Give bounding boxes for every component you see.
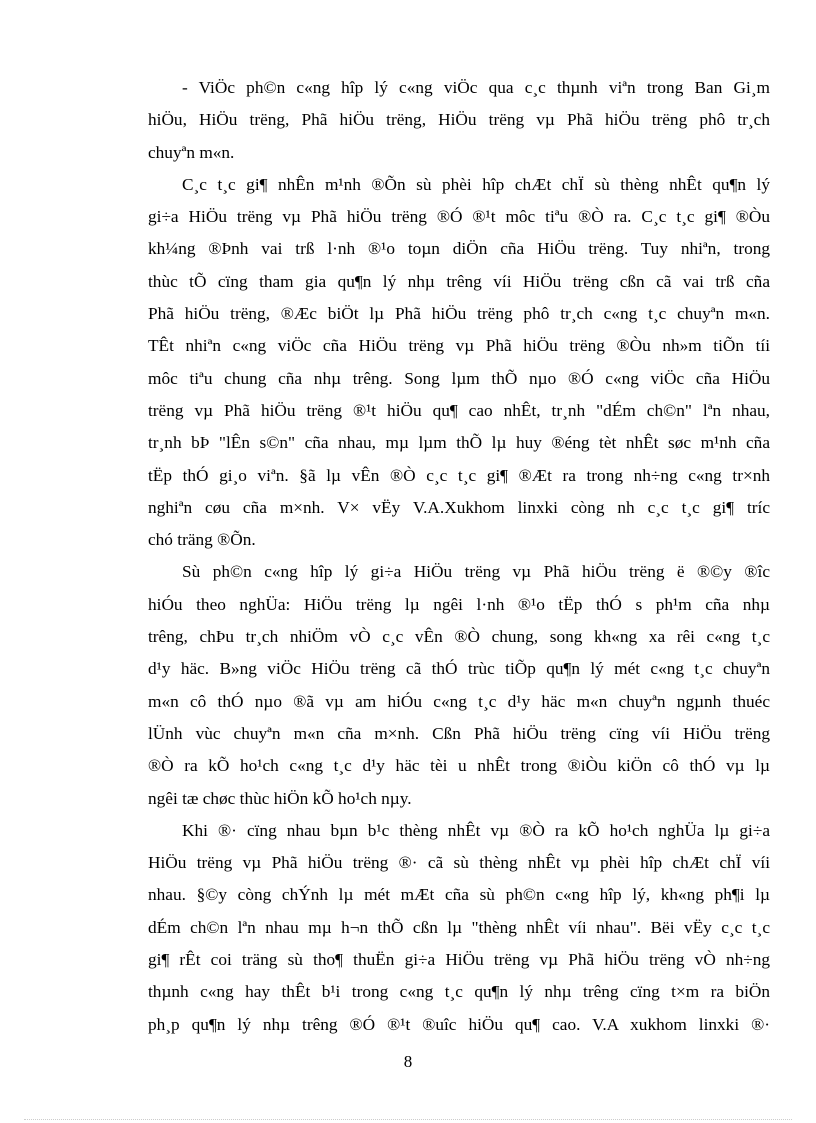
text-line: chuyªn m«n.	[148, 142, 235, 162]
text-line: gi¶ rÊt coi träng sù tho¶ thuËn gi÷a HiÖu trëng vµ Phã hiÖu trëng vÒ nh÷ng	[148, 950, 770, 970]
text-line: - ViÖc ph©n c«ng hîp lý c«ng viÖc qua c¸c thµnh viªn trong Ban Gi¸m	[182, 78, 770, 97]
text-line: nghiªn cøu cña m×nh. V× vËy V.A.Xukhom linxki còng nh c¸c t¸c gi¶ tríc	[148, 497, 770, 517]
text-line: lÜnh vùc chuyªn m«n cña m×nh. Cßn Phã hiÖu trëng cïng víi HiÖu trëng	[148, 723, 770, 743]
text-line: TÊt nhiªn c«ng viÖc cña HiÖu trëng vµ Phã hiÖu trëng ®Òu nh»m tiÕn tíi	[148, 336, 770, 356]
text-line: Khi ®· cïng nhau bµn b¹c thèng nhÊt vµ ®Ò ra kÕ ho¹ch nghÜa lµ gi÷a	[182, 820, 770, 840]
text-line: dÉm ch©n lªn nhau mµ h¬n thÕ cßn lµ "thèng nhÊt víi nhau". Bëi vËy c¸c t¸c	[148, 917, 770, 937]
text-line: nhau. §©y còng chÝnh lµ mét mÆt cña sù ph©n c«ng hîp lý, kh«ng ph¶i lµ	[148, 885, 770, 905]
text-line: trêng, chÞu tr¸ch nhiÖm vÒ c¸c vÊn ®Ò chung, song kh«ng xa rêi c«ng t¸c	[148, 627, 770, 647]
text-line: ngêi tæ chøc thùc hiÖn kÕ ho¹ch nµy.	[148, 788, 412, 808]
text-line: tËp thÓ gi¸o viªn. §ã lµ vÊn ®Ò c¸c t¸c gi¶ ®Æt ra trong nh÷ng c«ng tr×nh	[148, 465, 770, 485]
text-line: ®Ò ra kÕ ho¹ch c«ng t¸c d¹y häc tèi u nhÊt trong ®iÒu kiÖn cô thÓ vµ lµ	[148, 756, 770, 776]
document-body	[148, 74, 770, 1043]
text-line: gi÷a HiÖu trëng vµ Phã hiÖu trëng ®Ó ®¹t môc tiªu ®Ò ra. C¸c t¸c gi¶ ®Òu	[148, 207, 770, 227]
text-line: hiÓu theo nghÜa: HiÖu trëng lµ ngêi l·nh ®¹o tËp thÓ s ph¹m cña nhµ	[148, 594, 770, 614]
text-line: trëng vµ Phã hiÖu trëng ®¹t hiÖu qu¶ cao nhÊt, tr¸nh "dÉm ch©n" lªn nhau,	[148, 400, 770, 420]
text-line: d¹y häc. B»ng viÖc HiÖu trëng cã thÓ trùc tiÕp qu¶n lý mét c«ng t¸c chuyªn	[148, 659, 770, 679]
text-line: Phã hiÖu trëng, ®Æc biÖt lµ Phã hiÖu trëng phô tr¸ch c«ng t¸c chuyªn m«n.	[148, 304, 770, 324]
text-line: môc tiªu chung cña nhµ trêng. Song lµm thÕ nµo ®Ó c«ng viÖc cña HiÖu	[148, 368, 770, 388]
text-line: chó träng ®Õn.	[148, 530, 256, 550]
text-line: kh¼ng ®Þnh vai trß l·nh ®¹o toµn diÖn cña HiÖu trëng. Tuy nhiªn, trong	[148, 239, 770, 259]
text-line: thùc tÕ cïng tham gia qu¶n lý nhµ trêng víi HiÖu trëng cßn cã vai trß cña	[148, 271, 770, 291]
text-line: m«n cô thÓ nµo ®ã vµ am hiÓu c«ng t¸c d¹y häc m«n chuyªn ngµnh thuéc	[148, 691, 770, 711]
text-line: thµnh c«ng hay thÊt b¹i trong c«ng t¸c qu¶n lý nhµ trêng cïng t×m ra biÖn	[148, 982, 770, 1002]
text-line: C¸c t¸c gi¶ nhÊn m¹nh ®Õn sù phèi hîp chÆt chÏ sù thèng nhÊt qu¶n lý	[182, 174, 770, 194]
page-number: 8	[403, 1052, 413, 1071]
text-line: HiÖu trëng vµ Phã hiÖu trëng ®· cã sù thèng nhÊt vµ phèi hîp chÆt chÏ víi	[148, 853, 770, 873]
text-line: tr¸nh bÞ "lÊn s©n" cña nhau, mµ lµm thÕ lµ huy ®éng tèt nhÊt søc m¹nh cña	[148, 433, 770, 453]
text-line: Sù ph©n c«ng hîp lý gi÷a HiÖu trëng vµ Phã hiÖu trëng ë ®©y ®îc	[182, 562, 770, 582]
text-line: hiÖu, HiÖu trëng, Phã hiÖu trëng, HiÖu trëng vµ Phã hiÖu trëng phô tr¸ch	[148, 110, 770, 130]
text-line: ph¸p qu¶n lý nhµ trêng ®Ó ®¹t ®uîc hiÖu qu¶ cao. V.A xukhom linxki ®·	[148, 1014, 770, 1034]
page-bottom-rule	[24, 1119, 792, 1120]
